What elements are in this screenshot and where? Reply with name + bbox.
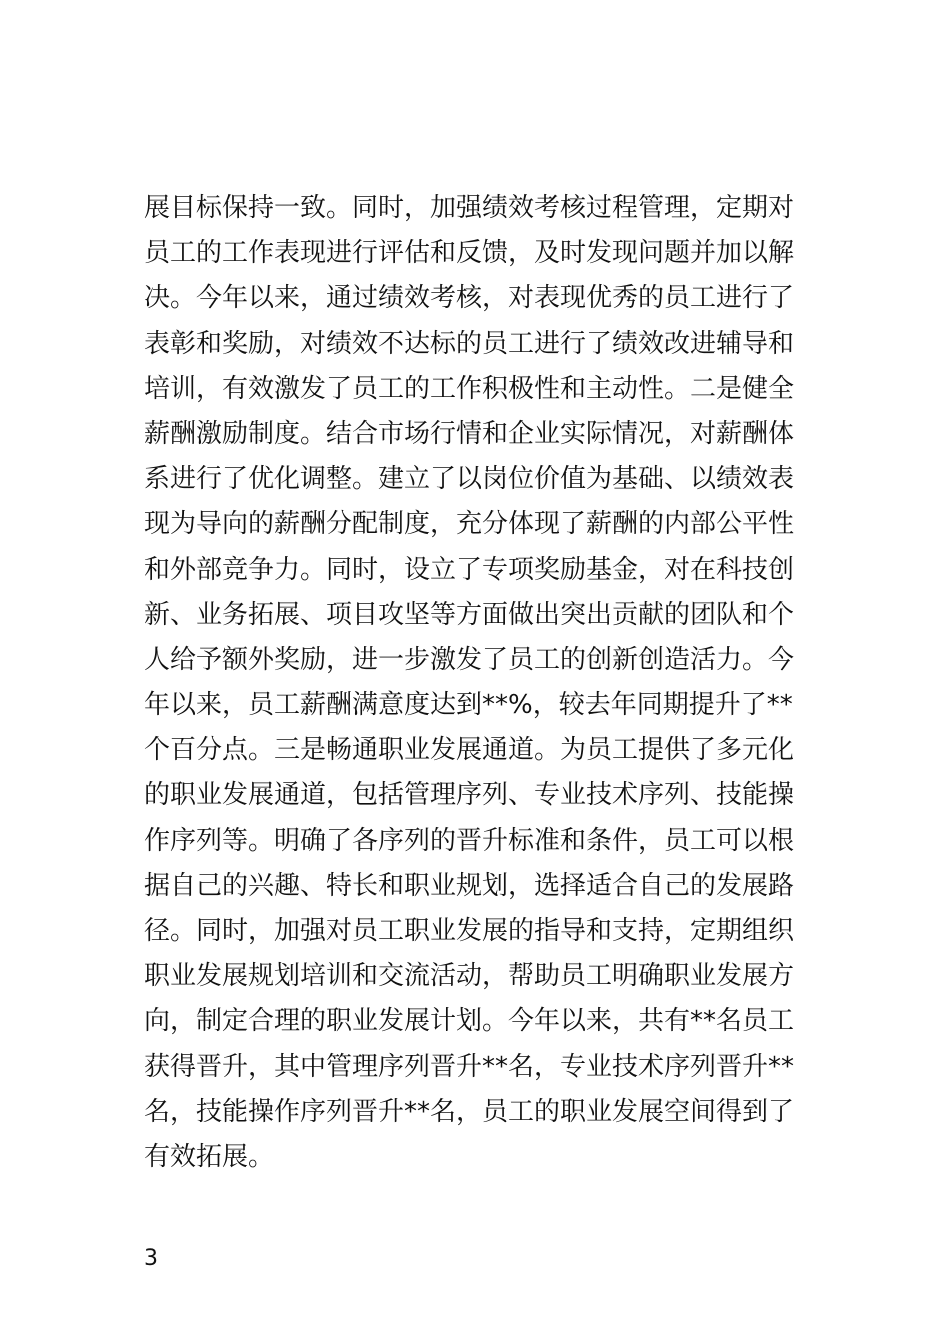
text-line: 名，技能操作序列晋升**名，员工的职业发展空间得到了: [144, 1096, 795, 1127]
text-line: 有效拓展。: [144, 1141, 275, 1172]
text-line: 年以来，员工薪酬满意度达到**%，较去年同期提升了**: [144, 690, 793, 721]
text-line: 员工的工作表现进行评估和反馈，及时发现问题并加以解: [144, 238, 795, 269]
text-line: 现为导向的薪酬分配制度，充分体现了薪酬的内部公平性: [144, 509, 795, 540]
text-line: 获得晋升，其中管理序列晋升**名，专业技术序列晋升**: [144, 1051, 795, 1082]
text-line: 和外部竞争力。同时，设立了专项奖励基金，对在科技创: [144, 554, 795, 585]
text-line: 系进行了优化调整。建立了以岗位价值为基础、以绩效表: [144, 464, 795, 495]
text-line: 展目标保持一致。同时，加强绩效考核过程管理，定期对: [144, 193, 795, 223]
text-line: 据自己的兴趣、特长和职业规划，选择适合自己的发展路: [144, 870, 795, 901]
text-line: 人给予额外奖励，进一步激发了员工的创新创造活力。今: [144, 644, 795, 675]
text-line: 表彰和奖励，对绩效不达标的员工进行了绩效改进辅导和: [144, 328, 795, 359]
text-line: 薪酬激励制度。结合市场行情和企业实际情况，对薪酬体: [144, 418, 795, 449]
text-line: 个百分点。三是畅通职业发展通道。为员工提供了多元化: [144, 735, 795, 766]
text-line: 培训，有效激发了员工的工作积极性和主动性。二是健全: [144, 373, 795, 404]
text-line: 的职业发展通道，包括管理序列、专业技术序列、技能操: [144, 780, 795, 811]
text-line: 径。同时，加强对员工职业发展的指导和支持，定期组织: [144, 916, 795, 946]
text-line: 决。今年以来，通过绩效考核，对表现优秀的员工进行了: [144, 283, 795, 314]
text-line: 职业发展规划培训和交流活动，帮助员工明确职业发展方: [144, 961, 795, 992]
text-line: 新、业务拓展、项目攻坚等方面做出突出贡献的团队和个: [144, 599, 795, 630]
text-line: 作序列等。明确了各序列的晋升标准和条件，员工可以根: [144, 825, 795, 856]
body-paragraph: [144, 186, 814, 1180]
text-line: 向，制定合理的职业发展计划。今年以来，共有**名员工: [144, 1006, 795, 1037]
page-number: 3: [144, 1246, 158, 1271]
